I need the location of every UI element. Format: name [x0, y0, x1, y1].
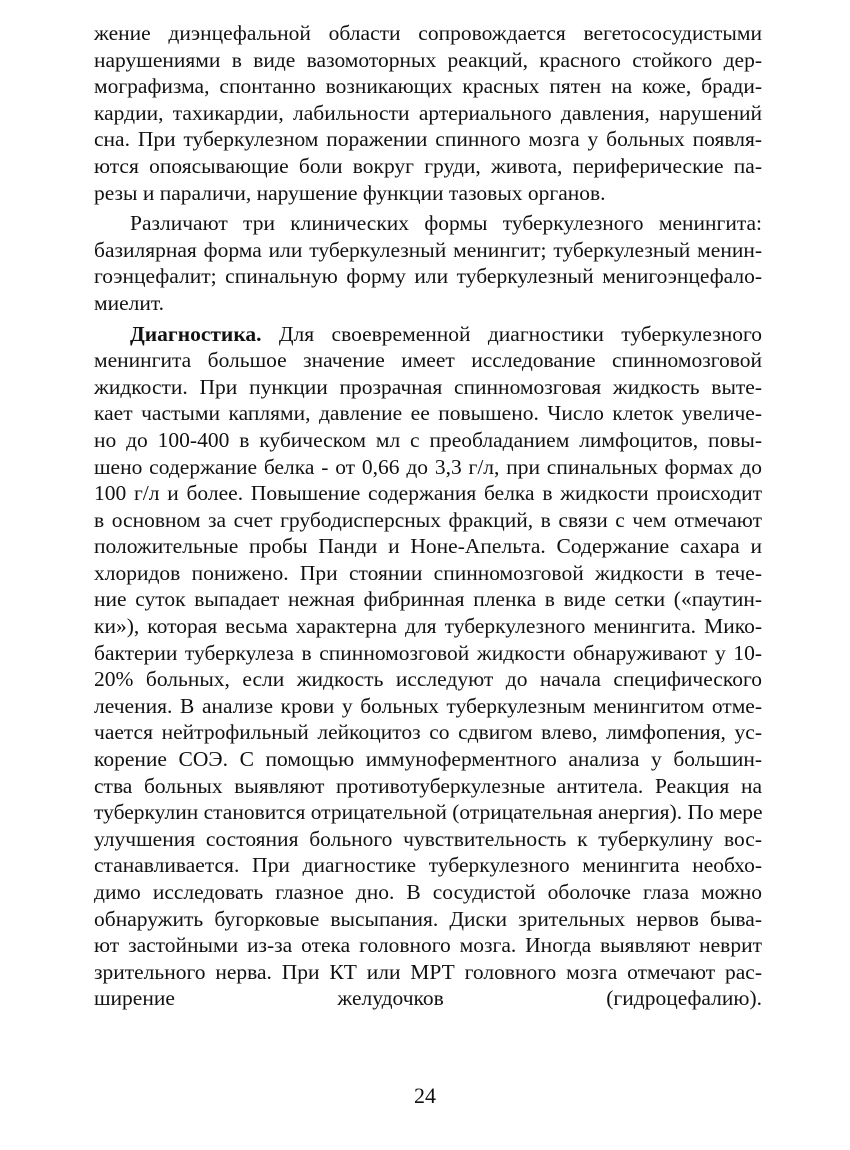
text-line [94, 321, 762, 348]
text-line: базилярная форма или туберкулезный менингит; туберкулезный менин- [94, 237, 762, 262]
heading-line-rest: Для своевременной диагностики туберкулезного [278, 321, 763, 346]
text-line: туберкулин становится отрицательной (отрицательная анергия). По мере [94, 800, 763, 825]
paragraph-diagnostics [94, 321, 762, 1039]
text-line: кардии, тахикардии, лабильности артериального давления, нарушений [94, 100, 762, 125]
text-line: гоэнцефалит; спинальную форму или туберкулезный менигоэнцефало- [94, 264, 762, 289]
text-line: мографизма, спонтанно возникающих красных пятен на коже, бради- [94, 74, 762, 99]
text-line: димо исследовать глазное дно. В сосудистой оболочке глаза можно [94, 880, 762, 904]
text-line: чается нейтрофильный лейкоцитоз со сдвигом влево, лимфопения, ус- [94, 720, 762, 745]
paragraph-continuation [94, 20, 762, 206]
text-line: ются опоясывающие боли вокруг груди, живота, периферические па- [94, 153, 762, 178]
text-line: станавливается. При диагностике туберкулезного менингита необхо- [94, 853, 762, 878]
text-line: ют застойными из-за отека головного мозга. Иногда выявляют неврит [94, 933, 762, 958]
text-line: миелит. [94, 290, 165, 315]
text-line: в основном за счет грубодисперсных фракций, в связи с чем отмечают [94, 507, 762, 532]
text-line: улучшения состояния больного чувствительность к туберкулину вос- [94, 826, 762, 851]
text-line: ки»), которая весьма характерна для туберкулезного менингита. Мико- [94, 614, 762, 639]
text-line: ние суток выпадает нежная фибринная пленка в виде сетки («паутин- [94, 587, 762, 612]
text-line: жение диэнцефальной области сопровождается вегетососудистыми [94, 21, 762, 45]
text-line: 20% больных, если жидкость исследуют до начала специфического [94, 667, 762, 692]
text-line [94, 1012, 762, 1039]
page-body [94, 20, 762, 1039]
text-line: нарушениями в виде вазомоторных реакций, красного стойкого дер- [94, 47, 762, 72]
text-line: корение СОЭ. С помощью иммуноферментного анализа у большин- [94, 747, 762, 772]
text-line: лечения. В анализе крови у больных туберкулезным менингитом отме- [94, 693, 762, 718]
paragraph-forms [94, 210, 762, 316]
text-line: менингита большое значение имеет исследование спинномозговой [94, 348, 762, 373]
text-line: зрительного нерва. При КТ или МРТ головного мозга отмечают рас- [94, 959, 762, 984]
text-line: сна. При туберкулезном поражении спинного мозга у больных появля- [94, 127, 762, 152]
text-line: бактерии туберкулеза в спинномозговой жидкости обнаруживают у 10- [94, 640, 762, 665]
text-line: положительные пробы Панди и Ноне-Апельта. Содержание сахара и [94, 534, 762, 559]
text-line: 100 г/л и более. Повышение содержания белка в жидкости происходит [94, 481, 762, 506]
text-line: обнаружить бугорковые высыпания. Диски зрительных нервов быва- [94, 906, 762, 931]
text-line: но до 100-400 в кубическом мл с преобладанием лимфоцитов, повы- [94, 427, 762, 452]
text-line: хлоридов понижено. При стоянии спинномозговой жидкости в тече- [94, 560, 762, 585]
text-line: кает частыми каплями, давление ее повышено. Число клеток увеличе- [94, 401, 762, 426]
section-heading: Диагностика. [130, 321, 262, 346]
text-line: жидкости. При пункции прозрачная спинномозговая жидкость выте- [94, 374, 762, 399]
text-line: ширение желудочков (гидроцефалию). [94, 986, 762, 1011]
text-line: Различают три клинических формы туберкулезного менингита: [130, 211, 762, 236]
page-number: 24 [414, 1083, 436, 1108]
text-line: шено содержание белка - от 0,66 до 3,3 г/л, при спинальных формах до [94, 454, 762, 479]
text-line: резы и параличи, нарушение функции тазовых органов. [94, 180, 606, 205]
text-line: ства больных выявляют противотуберкулезные антитела. Реакция на [94, 773, 762, 798]
